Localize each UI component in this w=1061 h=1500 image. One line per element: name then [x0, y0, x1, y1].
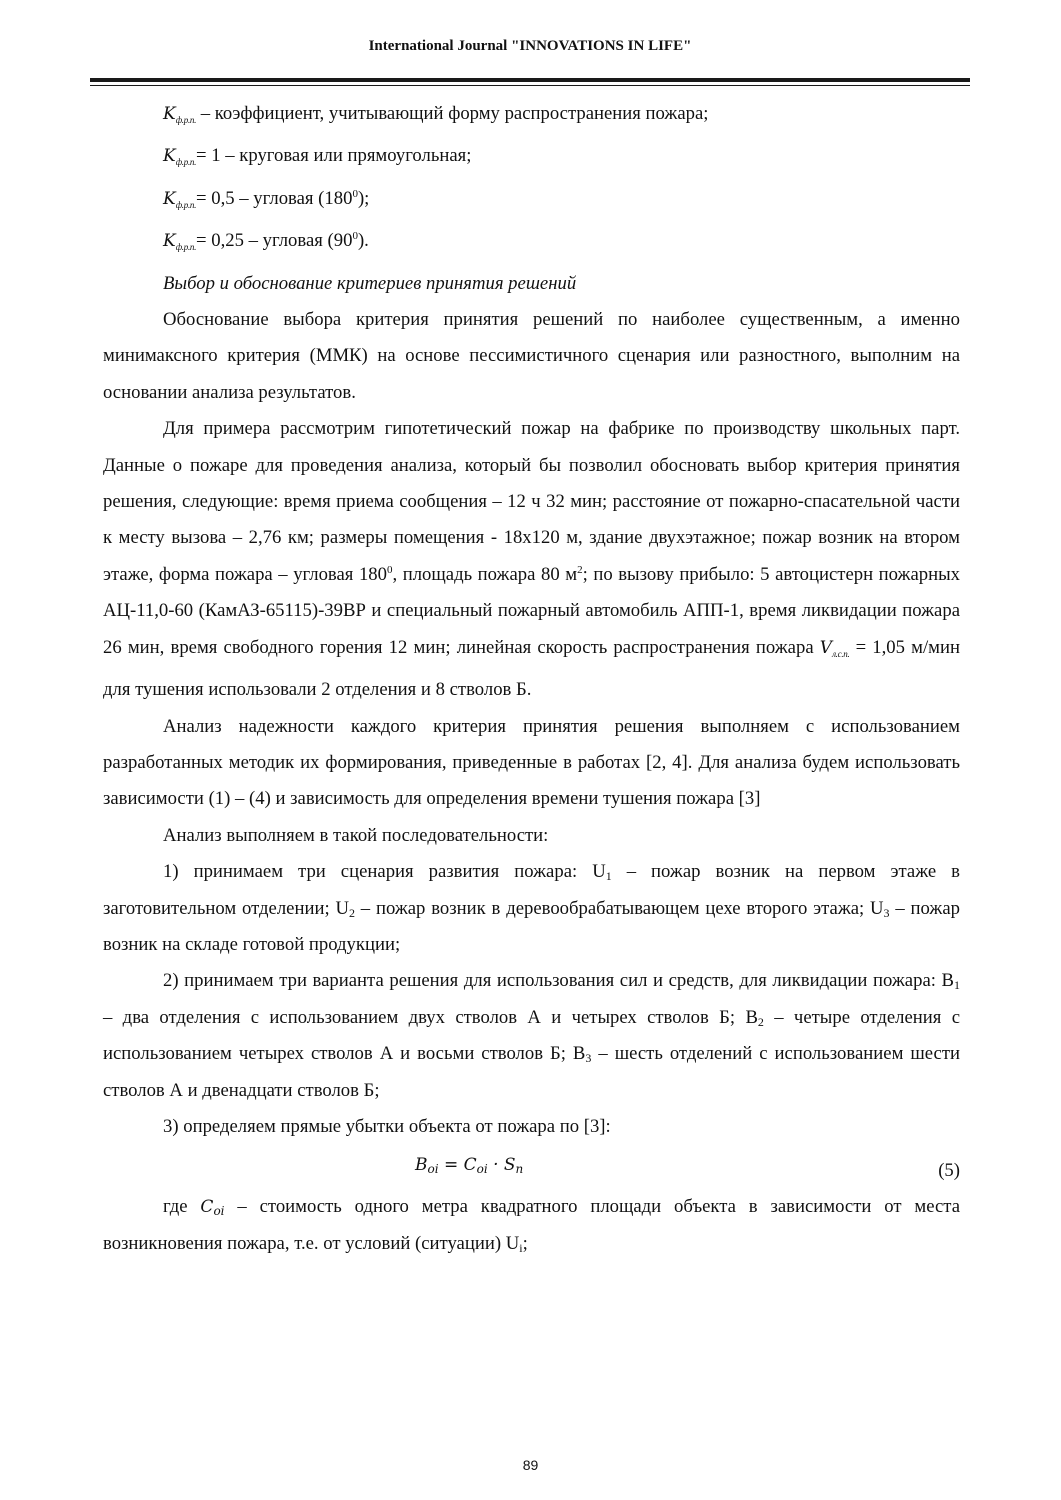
- paragraph-4: Анализ выполняем в такой последовательности:: [163, 824, 549, 846]
- formula-number: (5): [938, 1160, 960, 1182]
- formula-expression: $B_{oi} = C_{oi} \cdot S_п$: [415, 1155, 524, 1177]
- header-rule-thick: [90, 78, 970, 82]
- page-number: 89: [522, 1457, 539, 1473]
- page-content: [103, 96, 960, 1262]
- journal-header: International Journal "INNOVATIONS IN LIFE": [368, 38, 692, 54]
- k-value-line-3: $K_{ф.р.п.}= 0,25$ – угловая $(90^0)$.: [163, 230, 369, 253]
- paragraph-7: 3) определяем прямые убытки объекта от пожара по [3]:: [163, 1115, 611, 1137]
- k-value-line-2: $K_{ф.р.п.}= 0,5$ – угловая $(180^0)$;: [163, 187, 370, 210]
- paragraph-1: Обоснование выбора критерия принятия решений по наиболее существенным, а именно минимаксного критерия (ММК) на основе пессимистичного сценария или разностного, выполним на основании анализа результатов.: [103, 309, 960, 403]
- formula-5: [103, 1145, 960, 1189]
- k-definition-line: $K_{ф.р.п.}$ – коэффициент, учитывающий форму распространения пожара;: [163, 103, 709, 125]
- header-rule-thin: [90, 85, 970, 86]
- paragraph-6: 2) принимаем три варианта решения для использования сил и средств, для ликвидации пожара: $B_1$ – два отделения с использованием двух стволов А и четырех стволов Б; $B_2$ – четыре отделения с использованием четырех стволов А и восьми стволов Б; $B_3$ – шесть отделений с использованием шести стволов А и двенадцати стволов Б;: [103, 970, 960, 1101]
- section-title: Выбор и обоснование критериев принятия решений: [163, 272, 577, 294]
- paragraph-3: Анализ надежности каждого критерия принятия решения выполняем с использованием разработанных методик их формирования, приведенные в работах [2, 4]. Для анализа будем использовать зависимости (1) – (4) и зависимость для определения времени тушения пожара [3]: [103, 715, 960, 810]
- k-value-line-1: $K_{ф.р.п.}= 1$ – круговая или прямоугольная;: [163, 145, 472, 168]
- paragraph-8: где $C_{oi}$ – стоимость одного метра квадратного площади объекта в зависимости от места возникновения пожара, т.е. от условий (ситуации) $U_i$;: [103, 1196, 960, 1255]
- paragraph-5: 1) принимаем три сценария развития пожара: $U_1$ – пожар возник на первом этаже в заготовительном отделении; $U_2$ – пожар возник в деревообрабатывающем цехе второго этажа; $U_3$ – пожар возник на складе готовой продукции;: [103, 861, 960, 955]
- paragraph-2: Для примера рассмотрим гипотетический пожар на фабрике по производству школьных парт. Данные о пожаре для проведения анализа, который бы позволил обосновать выбор критерия принятия решения, следующие: время приема сообщения – 12 ч 32 мин; расстояние от пожарно-спасательной части к месту вызова – 2,76 км; размеры помещения - 18х120 м, здание двухэтажное; пожар возник на втором этаже, форма пожара – угловая $180^0$, площадь пожара 80 $м^2$; по вызову прибыло: 5 автоцистерн пожарных АЦ-11,0-60 (КамАЗ-65115)-39ВР и специальный пожарный автомобиль АПП-1, время ликвидации пожара 26 мин, время свободного горения 12 мин; линейная скорость распространения пожара $V_{л.с.п.} = 1,05$ м/мин для тушения использовали 2 отделения и 8 стволов Б.: [103, 418, 960, 701]
